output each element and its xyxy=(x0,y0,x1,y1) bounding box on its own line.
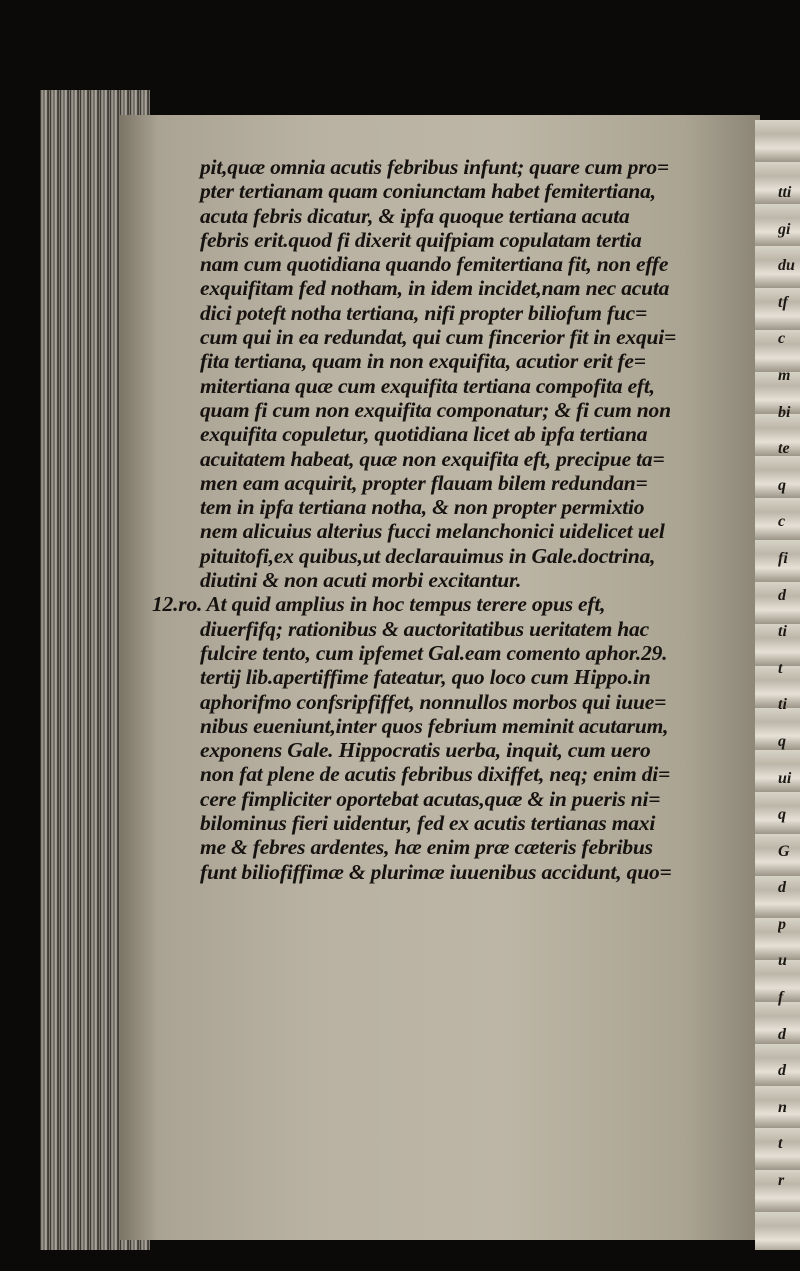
facing-page-fragments xyxy=(778,175,800,1200)
text-line: pit,quæ omnia acutis febribus infunt; quare cum pro= xyxy=(200,155,669,179)
text-line: diuerfifq; rationibus & auctoritatibus ueritatem hac xyxy=(200,616,649,641)
facing-page-fragment: G xyxy=(778,842,790,860)
text-line: fulcire tento, cum ipfemet Gal.eam comento aphor.29. xyxy=(200,640,668,665)
text-line: pituitofi,ex quibus,ut declarauimus in Gale.doctrina, xyxy=(200,543,656,568)
facing-page-fragment: te xyxy=(778,440,790,458)
text-line: bilominus fieri uidentur, fed ex acutis tertianas maxi xyxy=(200,811,656,836)
text-line: febris erit.quod fi dixerit quifpiam copulatam tertia xyxy=(200,227,642,252)
text-line: non fat plene de acutis febribus dixiffet, neq; enim di= xyxy=(200,762,671,787)
text-line: funt biliofiffimæ & plurimæ iuuenibus accidunt, quo= xyxy=(200,859,672,884)
text-line: nibus eueniunt,inter quos febrium meminit acutarum, xyxy=(200,713,669,738)
facing-page-fragment: q xyxy=(778,476,786,494)
text-line: mitertiana quæ cum exquifita tertiana compofita eft, xyxy=(200,373,655,398)
facing-page-fragment: c xyxy=(778,513,786,531)
text-line: tertij lib.apertiffime fateatur, quo loco cum Hippo.in xyxy=(200,665,651,690)
text-line: fita tertiana, quam in non exquifita, acutior erit fe= xyxy=(200,349,646,374)
text-line: nem alicuius alterius fucci melanchonici uidelicet uel xyxy=(200,519,665,544)
text-line: cum qui in ea redundat, qui cum fincerior fit in exqui= xyxy=(200,325,677,350)
facing-page-fragment: d xyxy=(778,586,786,604)
text-line: diutini & non acuti morbi excitantur. xyxy=(200,568,522,593)
facing-page-fragment: q xyxy=(778,732,786,750)
facing-page-fragment: t xyxy=(778,659,783,677)
text-line: acuitatem habeat, quæ non exquifita eft, precipue ta= xyxy=(200,446,665,471)
text-line: exponens Gale. Hippocratis uerba, inquit, cum uero xyxy=(200,738,651,763)
facing-page-fragment: tf xyxy=(778,293,788,311)
text-line: acuta febris dicatur, & ipfa quoque tertiana acuta xyxy=(200,203,630,228)
page-text xyxy=(152,155,740,884)
text-line: dici poteft notha tertiana, nifi propter biliofum fuc= xyxy=(200,300,647,325)
facing-page-fragment: c xyxy=(778,330,786,348)
text-line: pter tertianam quam coniunctam habet femitertiana, xyxy=(200,179,656,204)
facing-page-fragment: q xyxy=(778,806,786,824)
text-line: exquifitam fed notham, in idem incidet,nam nec acuta xyxy=(200,276,670,301)
facing-page-fragment: gi xyxy=(778,220,791,238)
facing-page-fragment: bi xyxy=(778,403,791,421)
facing-page-fragment: t xyxy=(778,1135,783,1153)
facing-page-fragment: d xyxy=(778,879,786,897)
text-line: tem in ipfa tertiana notha, & non propter permixtio xyxy=(200,495,645,520)
facing-page-fragment: r xyxy=(778,1172,785,1190)
text-line: nam cum quotidiana quando femitertiana fit, non effe xyxy=(200,252,669,277)
facing-page-fragment: ti xyxy=(778,623,787,641)
facing-page-fragment: d xyxy=(778,1062,786,1080)
facing-page-fragment: d xyxy=(778,1025,786,1043)
text-line: exquifita copuletur, quotidiana licet ab ipfa tertiana xyxy=(200,422,648,447)
facing-page-fragment: n xyxy=(778,1098,787,1116)
text-line: men eam acquirit, propter flauam bilem redundan= xyxy=(200,470,648,495)
facing-page-fragment: f xyxy=(778,989,784,1007)
facing-page-fragment: ti xyxy=(778,696,787,714)
facing-page-fragment: u xyxy=(778,952,787,970)
text-line: aphorifmo confsripfiffet, nonnullos morbos qui iuue= xyxy=(200,689,667,714)
text-line: me & febres ardentes, hæ enim præ cæteris febribus xyxy=(200,835,653,860)
facing-page-fragment: m xyxy=(778,366,791,384)
facing-page-fragment: tti xyxy=(778,184,792,201)
text-line: quam fi cum non exquifita componatur; & fi cum non xyxy=(200,397,671,422)
text-line: 12.ro. At quid amplius in hoc tempus terere opus eft, xyxy=(152,592,606,617)
facing-page-fragment: fi xyxy=(778,549,788,567)
facing-page-fragment: ui xyxy=(778,769,792,787)
facing-page-fragment: p xyxy=(778,915,786,933)
facing-page-fragment: du xyxy=(778,257,795,275)
text-line: cere fimpliciter oportebat acutas,quæ & in pueris ni= xyxy=(200,786,661,811)
